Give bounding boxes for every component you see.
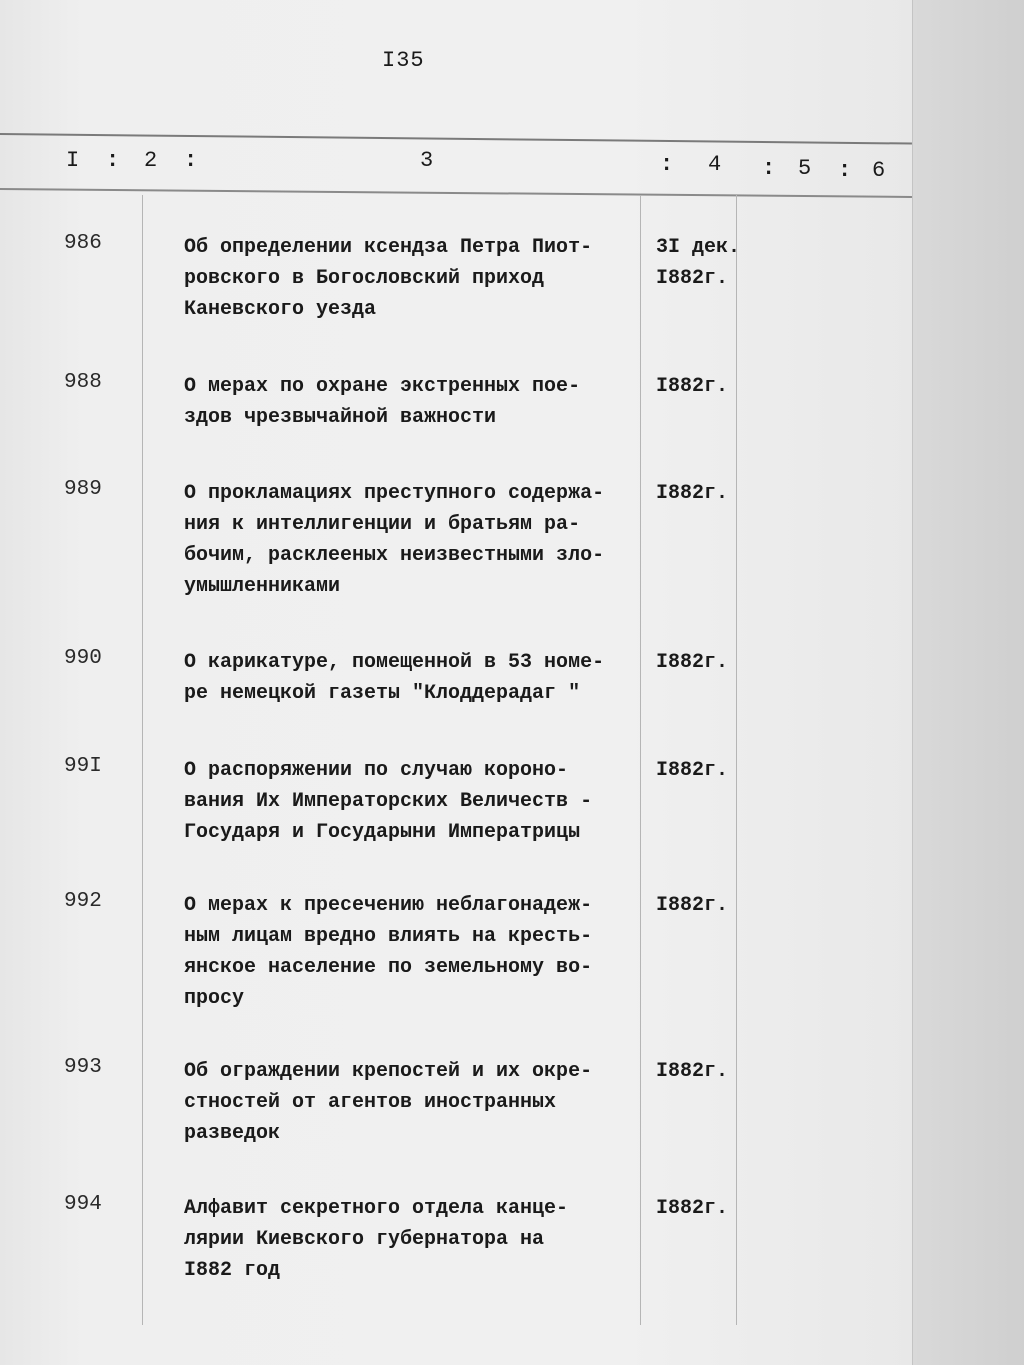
title-line: Об ограждении крепостей и их окре- xyxy=(184,1060,593,1083)
case-title xyxy=(184,371,644,433)
title-line: стностей от агентов иностранных xyxy=(184,1091,557,1114)
title-line: бочим, расклееных неизвестными зло- xyxy=(184,544,605,567)
case-title xyxy=(184,755,644,848)
date-line: I882г. xyxy=(656,1197,729,1220)
column-divider xyxy=(142,195,143,1325)
title-line: Об определении ксендза Петра Пиот- xyxy=(184,236,593,259)
case-number: 989 xyxy=(64,478,102,501)
case-date xyxy=(656,232,766,294)
case-title xyxy=(184,890,644,1014)
case-number: 986 xyxy=(64,232,102,255)
title-line: О мерах по охране экстренных пое- xyxy=(184,375,581,398)
case-title xyxy=(184,647,644,709)
title-line: Алфавит секретного отдела канце- xyxy=(184,1197,569,1220)
column-header-2: 2 xyxy=(144,148,158,173)
date-line: I882г. xyxy=(656,375,729,398)
date-line: I882г. xyxy=(656,267,729,290)
title-line: янское население по земельному во- xyxy=(184,956,593,979)
title-line: ровского в Богословский приход xyxy=(184,267,545,290)
case-title xyxy=(184,478,644,602)
title-line: Государя и Государыни Императрицы xyxy=(184,821,581,844)
page-number: I35 xyxy=(382,48,425,73)
case-date xyxy=(656,371,766,402)
column-separator: : xyxy=(838,158,852,183)
title-line: здов чрезвычайной важности xyxy=(184,406,497,429)
column-separator: : xyxy=(762,156,776,181)
case-date xyxy=(656,1056,766,1087)
title-line: Каневского уезда xyxy=(184,298,377,321)
title-line: О карикатуре, помещенной в 53 номе- xyxy=(184,651,605,674)
title-line: разведок xyxy=(184,1122,281,1145)
case-date xyxy=(656,647,766,678)
case-number: 988 xyxy=(64,371,102,394)
title-line: умышленниками xyxy=(184,575,341,598)
column-header-1: I xyxy=(66,148,80,173)
column-separator: : xyxy=(660,152,674,177)
title-line: О прокламациях преступного содержа- xyxy=(184,482,605,505)
case-date xyxy=(656,1193,766,1224)
date-line: I882г. xyxy=(656,1060,729,1083)
title-line: ным лицам вредно влиять на кресть- xyxy=(184,925,593,948)
date-line: 3I дек. xyxy=(656,236,741,259)
case-number: 993 xyxy=(64,1056,102,1079)
column-header-5: 5 xyxy=(798,156,812,181)
case-number: 990 xyxy=(64,647,102,670)
column-separator: : xyxy=(106,148,120,173)
title-line: ния к интеллигенции и братьям ра- xyxy=(184,513,581,536)
case-title xyxy=(184,1056,644,1149)
case-title xyxy=(184,232,644,325)
title-line: ре немецкой газеты "Клоддерадаг " xyxy=(184,682,581,705)
title-line: вания Их Императорских Величеств - xyxy=(184,790,593,813)
case-date xyxy=(656,755,766,786)
date-line: I882г. xyxy=(656,651,729,674)
underlying-page-edge xyxy=(912,0,1024,1365)
column-separator: : xyxy=(184,148,198,173)
case-title xyxy=(184,1193,644,1286)
date-line: I882г. xyxy=(656,894,729,917)
title-line: О распоряжении по случаю короно- xyxy=(184,759,569,782)
date-line: I882г. xyxy=(656,759,729,782)
case-number: 99I xyxy=(64,755,102,778)
case-number: 992 xyxy=(64,890,102,913)
date-line: I882г. xyxy=(656,482,729,505)
title-line: О мерах к пресечению неблагонадеж- xyxy=(184,894,593,917)
column-header-3: 3 xyxy=(420,148,434,173)
column-header-6: 6 xyxy=(872,158,886,183)
title-line: I882 год xyxy=(184,1259,281,1282)
case-number: 994 xyxy=(64,1193,102,1216)
title-line: просу xyxy=(184,987,245,1010)
column-header-4: 4 xyxy=(708,152,722,177)
title-line: лярии Киевского губернатора на xyxy=(184,1228,545,1251)
case-date xyxy=(656,890,766,921)
case-date xyxy=(656,478,766,509)
